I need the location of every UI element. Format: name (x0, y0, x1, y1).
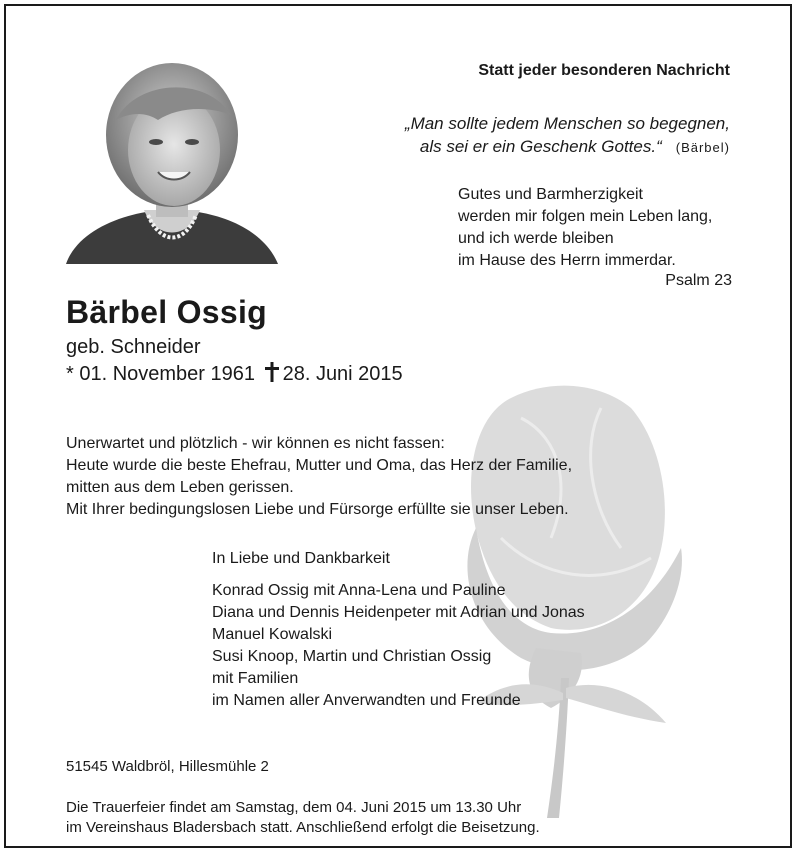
personal-quote (405, 112, 730, 159)
family-member: mit Familien (212, 670, 299, 687)
family-member: im Namen aller Anverwandten und Freunde (212, 692, 521, 709)
body-line: mitten aus dem Leben gerissen. (66, 479, 294, 496)
quote-line-text: als sei er ein Geschenk Gottes.“ (419, 137, 662, 156)
psalm-line: Gutes und Barmherzigkeit (458, 186, 643, 203)
psalm-line: im Hause des Herrn immerdar. (458, 252, 676, 269)
notice-header: Statt jeder besonderen Nachricht (478, 62, 730, 79)
psalm-verse (458, 184, 712, 272)
quote-line (405, 135, 730, 159)
body-line: Unerwartet und plötzlich - wir können es nicht fassen: (66, 435, 445, 452)
family-member: Susi Knoop, Martin und Christian Ossig (212, 648, 492, 665)
quote-author: (Bärbel) (675, 140, 730, 155)
portrait-icon (66, 50, 278, 264)
deceased-name: Bärbel Ossig (66, 294, 268, 330)
latin-cross-icon (265, 362, 279, 386)
funeral-service-info (66, 798, 540, 838)
family-member: Konrad Ossig mit Anna-Lena und Pauline (212, 582, 506, 599)
service-line: im Vereinshaus Bladersbach statt. Anschließend erfolgt die Beisetzung. (66, 819, 540, 836)
maiden-name: geb. Schneider (66, 336, 201, 358)
birth-date: * 01. November 1961 (66, 363, 256, 385)
family-member: Manuel Kowalski (212, 626, 333, 643)
body-line: Mit Ihrer bedingungslosen Liebe und Fürsorge erfüllte sie unser Leben. (66, 501, 569, 518)
family-member: Diana und Dennis Heidenpeter mit Adrian und Jonas (212, 604, 585, 621)
death-date: 28. Juni 2015 (282, 363, 403, 385)
quote-line: „Man sollte jedem Menschen so begegnen, (404, 114, 730, 133)
body-line: Heute wurde die beste Ehefrau, Mutter und Oma, das Herz der Familie, (66, 457, 573, 474)
thanks-line: In Liebe und Dankbarkeit (212, 550, 390, 567)
portrait-photo (66, 50, 278, 264)
life-dates (66, 362, 403, 386)
psalm-line: werden mir folgen mein Leben lang, (458, 208, 713, 225)
service-line: Die Trauerfeier findet am Samstag, dem 04. Juni 2015 um 13.30 Uhr (66, 799, 522, 816)
psalm-line: und ich werde bleiben (458, 230, 614, 247)
notice-body (66, 433, 572, 521)
address: 51545 Waldbröl, Hillesmühle 2 (66, 758, 269, 775)
obituary-notice (4, 4, 792, 848)
psalm-reference: Psalm 23 (665, 272, 732, 289)
family-list (212, 580, 585, 712)
